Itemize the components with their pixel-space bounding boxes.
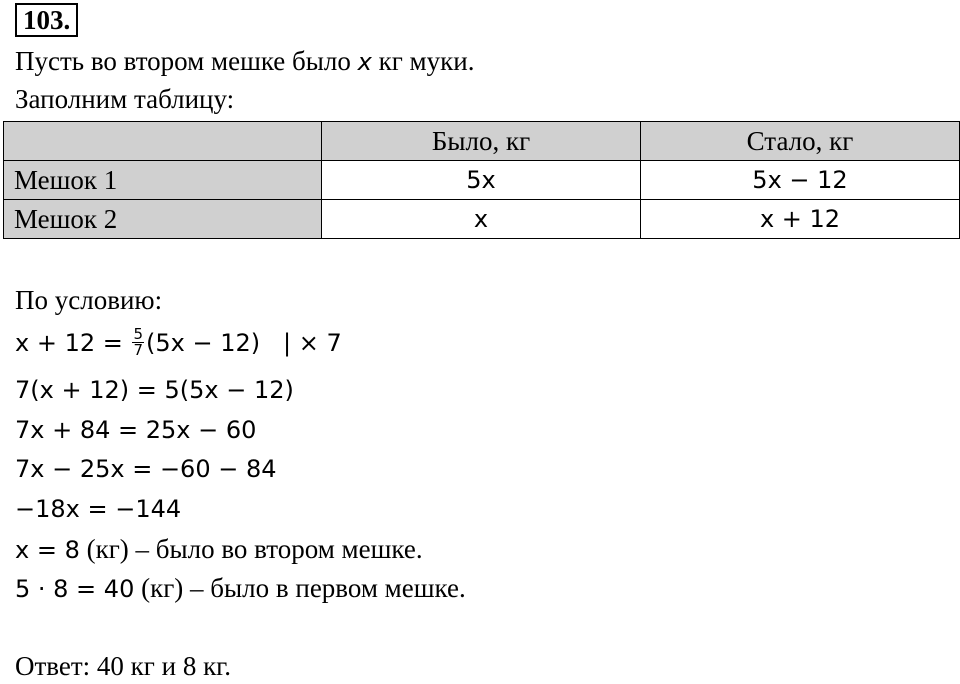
table-row	[4, 200, 960, 239]
equation-1-left: x + 12 =	[15, 329, 131, 357]
result-1-text: (кг) – было во втором мешке.	[79, 534, 423, 564]
table-intro: Заполним таблицу:	[15, 84, 235, 114]
equation-step: 7(x + 12) = 5(5x − 12)	[15, 376, 294, 404]
equation-step: 7x − 25x = −60 − 84	[15, 455, 277, 483]
problem-number: 103.	[15, 3, 78, 37]
equation-step: 7x + 84 = 25x − 60	[15, 416, 257, 444]
table-header-row	[4, 122, 960, 161]
cell-bag1-after: 5x − 12	[641, 161, 960, 200]
table-row	[4, 161, 960, 200]
condition-label: По условию:	[15, 285, 163, 315]
row-label-bag1: Мешок 1	[4, 161, 322, 200]
result-line-2	[15, 570, 466, 607]
fraction-denominator: 7	[133, 340, 144, 359]
cell-bag1-before: 5x	[322, 161, 641, 200]
data-table	[3, 121, 960, 239]
cell-bag2-before: x	[322, 200, 641, 239]
fraction-numerator: 5	[133, 324, 144, 343]
header-empty	[4, 122, 322, 161]
answer-line: Ответ: 40 кг и 8 кг.	[15, 651, 231, 681]
intro-variable: x	[357, 48, 372, 76]
intro-line	[15, 43, 474, 80]
row-label-bag2: Мешок 2	[4, 200, 322, 239]
intro-text-start: Пусть во втором мешке было	[15, 46, 358, 76]
equation-1-right: (5x − 12) | × 7	[146, 329, 342, 357]
header-after: Стало, кг	[641, 122, 960, 161]
result-1-math: x = 8	[15, 536, 80, 564]
cell-bag2-after: x + 12	[641, 200, 960, 239]
result-2-text: (кг) – было в первом мешке.	[134, 573, 466, 603]
equation-step: −18x = −144	[15, 495, 182, 523]
result-line-1	[15, 531, 423, 568]
result-2-math: 5 · 8 = 40	[15, 575, 135, 603]
fraction	[132, 324, 144, 359]
equation-1	[15, 325, 342, 361]
intro-text-end: кг муки.	[371, 46, 475, 76]
header-before: Было, кг	[322, 122, 641, 161]
